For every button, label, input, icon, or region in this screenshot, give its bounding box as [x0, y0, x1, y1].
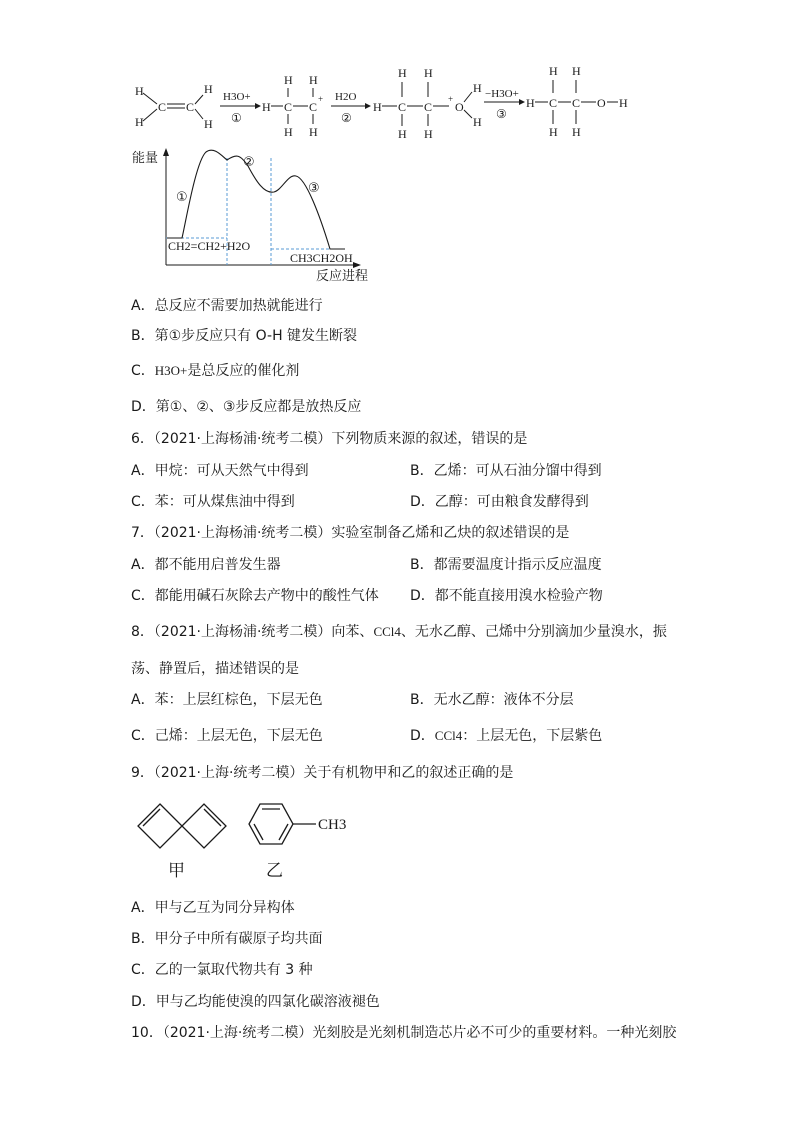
atom-c: C: [186, 100, 195, 114]
option-text: 是总反应的催化剂: [187, 363, 300, 379]
step-label-1: ①: [176, 190, 188, 205]
ccl4-formula: CCl4: [434, 728, 463, 743]
q6-option-b: B．乙烯：可从石油分馏中得到: [410, 463, 602, 479]
atom-h: H: [135, 84, 144, 98]
q5-option-c: [131, 362, 299, 380]
q9-option-c: C．乙的一氯取代物共有 3 种: [131, 962, 313, 978]
atom-c: C: [398, 100, 407, 114]
atom-h: H: [398, 127, 407, 141]
q5-option-b: B．第①步反应只有 O-H 键发生断裂: [131, 328, 358, 344]
x-axis-arrow: [353, 262, 361, 268]
atom-h: H: [309, 125, 318, 139]
option-prefix: D．: [410, 728, 435, 744]
charge-plus: +: [318, 94, 324, 104]
atom-h: H: [309, 73, 318, 87]
x-axis-label: 反应进程: [316, 269, 369, 282]
y-axis-arrow: [163, 148, 169, 156]
h3o-formula: H3O+: [154, 363, 188, 378]
q7-option-c: C．都能用碱石灰除去产物中的酸性气体: [131, 588, 379, 604]
atom-h: H: [284, 125, 293, 139]
atom-h: H: [473, 81, 482, 95]
q5-option-a: A．总反应不需要加热就能进行: [131, 298, 323, 314]
q7-option-a: A．都不能用启普发生器: [131, 557, 281, 573]
energy-curve: [167, 150, 345, 249]
q10-stem: 10．（2021·上海·统考二模）光刻胶是光刻机制造芯片必不可少的重要材料。一种光刻胶: [131, 1025, 677, 1041]
atom-h: H: [284, 73, 293, 87]
step3-reagent: −H3O+: [485, 88, 519, 100]
step2-number: ②: [341, 111, 352, 125]
q8-stem-line2: 荡、静置后，描述错误的是: [131, 661, 299, 677]
atom-h: H: [572, 125, 581, 139]
atom-h: H: [204, 82, 213, 96]
step1-reagent: H3O+: [223, 91, 251, 103]
product-label: CH3CH2OH: [290, 251, 353, 265]
atom-c: C: [284, 100, 293, 114]
q8-stem-part1: 8．（2021·上海杨浦·统考二模）向苯、: [131, 624, 374, 640]
energy-diagram: [130, 146, 390, 282]
atom-c: C: [158, 100, 167, 114]
q9-structures: [130, 796, 370, 886]
atom-h: H: [424, 66, 433, 80]
atom-h: H: [398, 66, 407, 80]
q6-option-a: A．甲烷：可从天然气中得到: [131, 463, 309, 479]
atom-h: H: [526, 96, 535, 110]
q8-stem: [131, 623, 667, 641]
step1-number: ①: [231, 111, 242, 125]
option-prefix: C．: [131, 363, 155, 379]
q8-stem-part2: 、无水乙醇、己烯中分别滴加少量溴水，振: [400, 624, 667, 640]
atom-h: H: [373, 100, 382, 114]
q7-option-b: B．都需要温度计指示反应温度: [410, 557, 602, 573]
atom-c: C: [572, 96, 581, 110]
reactant-label: CH2=CH2+H2O: [168, 239, 251, 253]
label-yi: 乙: [266, 861, 283, 881]
step3-number: ③: [496, 107, 507, 121]
structure-yi: [249, 804, 316, 844]
q8-option-c: C．己烯：上层无色，下层无色: [131, 728, 323, 744]
atom-h: H: [424, 127, 433, 141]
atom-o: O: [597, 96, 606, 110]
charge-plus: +: [448, 94, 454, 104]
atom-c: C: [309, 100, 318, 114]
q9-option-d: D．甲与乙均能使溴的四氯化碳溶液褪色: [131, 994, 380, 1010]
step-label-2: ②: [243, 155, 255, 170]
atom-h: H: [135, 115, 144, 129]
label-jia: 甲: [168, 861, 185, 881]
q9-stem: 9．（2021·上海·统考二模）关于有机物甲和乙的叙述正确的是: [131, 765, 514, 781]
q7-stem: 7．（2021·上海杨浦·统考二模）实验室制备乙烯和乙炔的叙述错误的是: [131, 525, 570, 541]
atom-h: H: [549, 64, 558, 78]
atom-h: H: [204, 117, 213, 131]
atom-h: H: [619, 96, 628, 110]
atom-c: C: [549, 96, 558, 110]
q6-option-d: D．乙醇：可由粮食发酵得到: [410, 494, 589, 510]
q6-stem: 6．（2021·上海杨浦·统考二模）下列物质来源的叙述，错误的是: [131, 431, 528, 447]
y-axis-label: 能量: [132, 151, 159, 166]
q5-option-d: D．第①、②、③步反应都是放热反应: [131, 399, 362, 415]
structure-jia: [138, 804, 226, 848]
atom-h: H: [572, 64, 581, 78]
step-label-3: ③: [308, 181, 320, 196]
q8-option-b: B．无水乙醇：液体不分层: [410, 692, 574, 708]
q9-option-b: B．甲分子中所有碳原子均共面: [131, 931, 323, 947]
step2-reagent: H2O: [335, 91, 357, 103]
methyl-group: CH3: [318, 817, 347, 833]
atom-h: H: [549, 125, 558, 139]
atom-h: H: [262, 100, 271, 114]
option-text: ：上层无色，下层紫色: [462, 728, 603, 744]
ccl4-formula: CCl4: [373, 624, 401, 639]
q8-option-d: [410, 727, 602, 745]
atom-o: O: [455, 100, 464, 114]
q6-option-c: C．苯：可从煤焦油中得到: [131, 494, 295, 510]
atom-c: C: [424, 100, 433, 114]
q7-option-d: D．都不能直接用溴水检验产物: [410, 588, 603, 604]
atom-h: H: [473, 115, 482, 129]
q8-option-a: A．苯：上层红棕色，下层无色: [131, 692, 323, 708]
reaction-scheme: [125, 62, 655, 142]
q9-option-a: A．甲与乙互为同分异构体: [131, 900, 295, 916]
